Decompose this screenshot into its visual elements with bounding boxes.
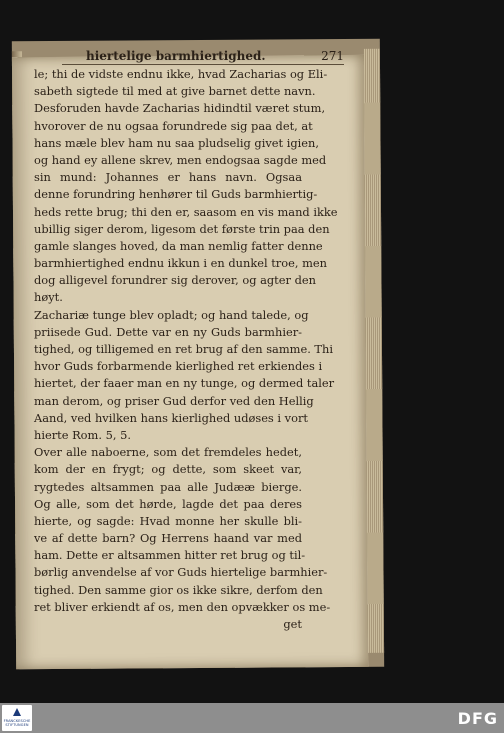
text-line: priisede Gud. Dette var en ny Guds barmhier- xyxy=(34,324,302,339)
text-line: hvor Guds forbarmende kierlighed ret erkiendes i xyxy=(34,359,323,374)
text-line: Aand, ved hvilken hans kierlighed udøses i vort xyxy=(34,410,308,425)
text-line: Desforuden havde Zacharias hidindtil været stum, xyxy=(34,101,326,116)
text-line: ubillig siger derom, ligesom det første trin paa den xyxy=(34,221,330,236)
catchword: get xyxy=(283,617,302,631)
franckesche-stiftungen-logo[interactable] xyxy=(2,705,32,731)
logo-text: FRANCKESCHE STIFTUNGEN xyxy=(3,719,31,727)
text-line: rygtedes altsammen paa alle Judææ bierge. xyxy=(34,479,302,494)
text-line: hvorover de nu ogsaa forundrede sig paa det, at xyxy=(34,118,313,133)
body-text xyxy=(34,66,338,633)
text-line: kom der en frygt; og dette, som skeet var, xyxy=(34,462,302,477)
franckesche-stiftungen-logo-icon xyxy=(13,708,21,716)
text-line: børlig anvendelse af vor Guds hiertelige barmhier- xyxy=(34,565,328,580)
text-line: hierte, og sagde: Hvad monne her skulle bli- xyxy=(34,513,302,528)
page-number: 271 xyxy=(321,49,344,63)
running-head: hiertelige barmhiertighed. xyxy=(86,49,266,63)
dfg-logo[interactable]: DFG xyxy=(457,709,498,728)
text-line: og hand ey allene skrev, men endogsaa sagde med xyxy=(34,152,327,167)
text-line: tighed. Den samme gior os ikke sikre, derfom den xyxy=(34,582,323,597)
text-line: hans mæle blev ham nu saa pludselig givet igien, xyxy=(34,135,319,150)
text-line: ret bliver erkiendt af os, men den opvækker os me- xyxy=(34,599,331,614)
text-line: denne forundring henhører til Guds barmhiertig- xyxy=(34,187,318,202)
text-line: Over alle naboerne, som det fremdeles hedet, xyxy=(34,445,302,460)
text-line: Zachariæ tunge blev opladt; og hand talede, og xyxy=(34,307,309,322)
text-line: ham. Dette er altsammen hitter ret brug og til- xyxy=(34,548,306,563)
text-line: heds rette brug; thi den er, saasom en vis mand ikke xyxy=(34,204,338,219)
text-line: man derom, og priser Gud derfor ved den Hellig xyxy=(34,393,314,408)
text-line: tighed, og tilligemed en ret brug af den samme. Thi xyxy=(34,342,334,356)
text-line: le; thi de vidste endnu ikke, hvad Zacharias og Eli- xyxy=(34,67,328,81)
text-line: hierte Rom. 5, 5. xyxy=(34,427,131,442)
text-line: dog alligevel forundrer sig derover, og agter den xyxy=(34,273,316,288)
text-line: Og alle, som det hørde, lagde det paa deres xyxy=(34,496,302,511)
text-line: ve af dette barn? Og Herrens haand var med xyxy=(34,531,302,546)
text-line: sabeth sigtede til med at give barnet dette navn. xyxy=(34,84,316,99)
viewer-footer xyxy=(0,703,504,733)
page-header xyxy=(62,48,344,65)
text-line: gamle slanges hoved, da man nemlig fatter denne xyxy=(34,238,323,253)
text-line: sin mund: Johannes er hans navn. Ogsaa xyxy=(34,170,302,185)
page-fore-edge xyxy=(364,49,384,653)
text-line: høyt. xyxy=(34,290,63,305)
text-line: hiertet, der faaer man en ny tunge, og dermed taler xyxy=(34,376,335,391)
text-line: barmhiertighed endnu ikkun i en dunkel troe, men xyxy=(34,256,327,271)
